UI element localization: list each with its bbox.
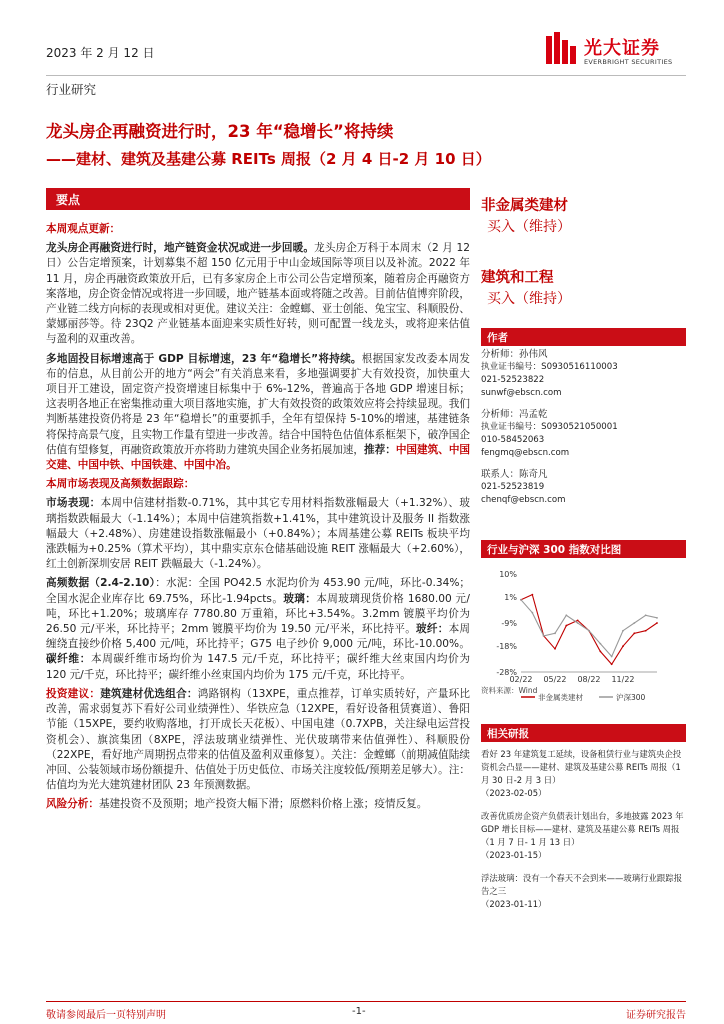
paragraph-lead: 多地固投目标增速高于 GDP 目标增速，23 年“稳增长”将持续。 xyxy=(46,352,362,365)
footer-disclaimer[interactable]: 敬请参阅最后一页特别声明 xyxy=(46,1010,166,1021)
analyst-cert: 执业证书编号：S0930516110003 xyxy=(481,362,618,372)
data-point xyxy=(656,617,658,619)
rating-value-2: 买入（维持） xyxy=(487,291,571,307)
paragraph-lead: 高频数据 xyxy=(46,577,90,590)
data-point xyxy=(611,656,613,658)
y-tick-label: -28% xyxy=(496,668,517,677)
key-points-label: 要点 xyxy=(56,193,81,207)
x-tick-label: 05/22 xyxy=(543,675,567,684)
contact-role: 联系人： xyxy=(481,469,520,480)
data-point xyxy=(531,594,533,596)
analyst-phone: 010-58452063 xyxy=(481,435,545,445)
authors-label: 作者 xyxy=(487,332,508,344)
data-point xyxy=(565,614,567,616)
brand-name-cn: 光大证券 xyxy=(584,38,660,59)
paragraph-stable-growth xyxy=(46,352,470,474)
related-report-title[interactable]: 浮法玻璃：没有一个春天不会到来——玻璃行业跟踪报告之三 xyxy=(481,873,682,896)
recommend-label: 推荐： xyxy=(364,443,396,456)
analyst-name: 冯孟乾 xyxy=(519,409,548,420)
fiber-label: 玻纤： xyxy=(416,623,449,636)
footer-report-type: 证券研究报告 xyxy=(626,1010,686,1021)
brand-name-en: EVERBRIGHT SECURITIES xyxy=(584,58,673,66)
y-tick-label: -9% xyxy=(501,619,517,628)
paragraph-text: 本周缠绕直接纱价格 5,400 元/吨，环比持平；G75 电子纱价 9,000 元/吨，环比-10.00%。 xyxy=(46,623,471,651)
data-point xyxy=(577,622,579,624)
paragraph-lead: 风险分析： xyxy=(46,798,99,811)
y-tick-label: -18% xyxy=(496,642,517,652)
data-point xyxy=(599,650,601,652)
legend-label: 沪深300 xyxy=(616,693,646,702)
main-body xyxy=(46,222,470,817)
paragraph-investment xyxy=(46,687,470,793)
paragraph-text: 本周玻璃现货价格 1680.00 元/吨，环比+1.20%；玻璃库存 7780.80 万重箱，环比+3.54%。3.2mm 镀膜平均价为 26.50 元/平米，环比持平；2mm 镀膜平均价为 19.50 元/平米，环比持平。 xyxy=(46,592,470,636)
everbright-logo-icon xyxy=(544,30,578,68)
data-point xyxy=(531,612,533,614)
header-divider xyxy=(46,75,686,76)
data-point xyxy=(543,635,545,637)
paragraph-text: ：水泥：全国 PO42.5 水泥均价为 453.90 元/吨，环比-0.34%；全国水泥企业库存比 69.75%，环比-1.94pcts。 xyxy=(46,577,470,605)
data-point xyxy=(633,622,635,624)
related-report-title[interactable]: 看好 23 年建筑复工延续，设备租赁行业与建筑央企投资机会凸显——建材、建筑及基建公募 REITs 周报（1 月 30 日-2 月 3 日） xyxy=(481,749,682,785)
data-point xyxy=(577,620,579,622)
analyst-name: 孙伟风 xyxy=(519,349,548,360)
period-label: （2.4-2.10） xyxy=(89,577,156,590)
paragraph-text: 龙头房企万科于本周末（2 月 12 日）公告定增预案，计划募集不超 150 亿元用于中山金域国际等项目以及补流。2022 年 11 月，房企再融资政策放开后，已有多家房企上市公司公告定增预案，随着房企再融资方案落地，房企资金情况或将进一步回暖，地产链基本面或将随之改善。目前估值博弈阶段，产业链二线方向标的表现或相对更优。建议关注：金螳螂、亚士创能、兔宝宝、科顺股份、蒙娜丽莎等。待 23Q2 产业链基本面迎来实质性好转，则可配置一线龙头，或将迎来估值与盈利的双重改善。 xyxy=(46,242,470,346)
analyst-card xyxy=(481,348,686,400)
related-report-item[interactable] xyxy=(481,748,686,800)
contact-card xyxy=(481,468,686,507)
views-heading: 本周观点更新： xyxy=(46,223,121,235)
recommend-list: 中国建筑、中国交建、中国中铁、中国铁建、中国中冶。 xyxy=(46,443,471,472)
related-report-item[interactable] xyxy=(481,872,686,911)
analyst-email[interactable]: fengmq@ebscn.com xyxy=(481,448,570,458)
related-report-title[interactable]: 改善优质房企资产负债表计划出台，多地披露 2023 年 GDP 增长目标——建材、建筑及基建公募 REITs 周报（1 月 7 日- 1 月 13 日） xyxy=(481,811,684,847)
data-point xyxy=(554,632,556,634)
related-label: 相关研报 xyxy=(487,728,529,740)
paragraph-text: 根据国家发改委本周发布的信息，从目前公开的地方“两会”有关消息来看，多地强调要扩大有效投资，加快重大项目开工建设，固定资产投资增速目标集中于 6%-12%，普遍高于各地 GDP 增速目标；这表明各地正在密集推动重大项目落地实施，扩大有效投资的政策效应将会持续显现。我们判断基建投资仍将是 23 年“稳增长”的重要抓手，全年有望保持 5-10%的增速，基建链条将保持高景气度，且实物工作量有望进一步改善。结合中国特色估值体系框架下，破净国企估值有望修复，再融资政策放开亦将助力建筑央国企业务拓展加速， xyxy=(46,352,471,456)
paragraph-lead: 市场表现： xyxy=(46,497,101,510)
related-report-date: （2023-01-15） xyxy=(481,850,547,860)
data-point xyxy=(554,648,556,650)
data-point xyxy=(588,630,590,632)
data-point xyxy=(645,630,647,632)
analyst-role: 分析师： xyxy=(481,349,520,360)
rating-industry-2: 建筑和工程 xyxy=(481,270,554,286)
related-report-date: （2023-02-05） xyxy=(481,788,547,798)
report-date: 2023 年 2 月 12 日 xyxy=(46,46,155,60)
report-subtitle: ——建材、建筑及基建公募 REITs 周报（2 月 4 日-2 月 10 日） xyxy=(46,150,491,168)
market-heading: 本周市场表现及高频数据跟踪： xyxy=(46,478,195,491)
y-tick-label: 1% xyxy=(504,593,517,603)
rating-industry-1: 非金属类建材 xyxy=(481,198,568,214)
paragraph-high-frequency xyxy=(46,576,470,682)
paragraph-text: 本周碳纤维市场均价为 147.5 元/千克，环比持平；碳纤维大丝束国内均价为 120 元/千克，环比持平；碳纤维小丝束国内均价为 175 元/千克，环比持平。 xyxy=(46,653,470,681)
analyst-phone: 021-52523822 xyxy=(481,375,545,385)
data-point xyxy=(645,614,647,616)
analyst-card xyxy=(481,408,686,460)
paragraph-financing xyxy=(46,241,470,347)
analyst-role: 分析师： xyxy=(481,409,520,420)
report-title: 龙头房企再融资进行时，23 年“稳增长”将持续 xyxy=(46,122,394,141)
key-points-bar xyxy=(46,188,470,210)
data-point xyxy=(520,599,522,601)
rating-value-1: 买入（维持） xyxy=(487,219,571,235)
carbon-label: 碳纤维： xyxy=(46,653,91,666)
chart-bar xyxy=(481,540,686,558)
paragraph-lead: 龙头房企再融资进行时，地产链资金状况或进一步回暖。 xyxy=(46,242,315,255)
paragraph-market xyxy=(46,496,470,572)
chart-label: 行业与沪深 300 指数对比图 xyxy=(487,544,622,556)
paragraph-text: 本周中信建材指数-0.71%，其中其它专用材料指数涨幅最大（+1.32%）、玻璃指数跌幅最大（-1.14%）；本周中信建筑指数+1.41%，其中建筑设计及服务 II 指数涨幅最大（+2.48%）、房建建设指数涨幅最小（+0.84%）；本周基建公募 REITs 板块平均涨跌幅为+0.25%（算术平均），其中鼎实京东仓储基础设施 REIT 涨幅最大（+2.60%），红土创新深圳安居 REIT 跌幅最大（-1.24%）。 xyxy=(46,497,470,571)
related-reports xyxy=(481,748,686,921)
analyst-cert: 执业证书编号：S0930521050001 xyxy=(481,422,618,432)
report-type: 行业研究 xyxy=(46,82,97,97)
related-bar xyxy=(481,724,686,742)
footer-divider xyxy=(46,1001,686,1002)
paragraph-text: 基建投资不及预期；地产投资大幅下滑；原燃料价格上涨；疫情反复。 xyxy=(98,798,428,811)
x-tick-label: 11/22 xyxy=(611,675,635,684)
related-report-item[interactable] xyxy=(481,810,686,862)
data-point xyxy=(611,663,613,665)
paragraph-lead: 投资建议： xyxy=(46,687,101,700)
data-point xyxy=(656,622,658,624)
contact-phone: 021-52523819 xyxy=(481,482,545,492)
analyst-email[interactable]: sunwf@ebscn.com xyxy=(481,388,562,398)
page-number: -1- xyxy=(352,1006,366,1017)
related-report-date: （2023-01-11） xyxy=(481,899,547,909)
series-line-industry xyxy=(521,595,657,665)
contact-email[interactable]: chenqf@ebscn.com xyxy=(481,495,566,505)
legend-label: 非金属类建材 xyxy=(538,693,583,702)
data-point xyxy=(622,645,624,647)
chart-source: 资料来源：Wind xyxy=(481,686,538,695)
data-point xyxy=(599,643,601,645)
y-tick-label: 10% xyxy=(499,570,517,579)
x-tick-label: 08/22 xyxy=(577,675,601,684)
glass-label: 玻璃： xyxy=(283,592,317,605)
paragraph-risk xyxy=(46,797,470,812)
brand-logo xyxy=(544,30,684,70)
data-point xyxy=(622,630,624,632)
analyst-list xyxy=(481,348,686,515)
contact-name: 陈奇凡 xyxy=(519,469,548,480)
data-point xyxy=(565,625,567,627)
x-tick-label: 02/22 xyxy=(509,675,533,684)
authors-bar xyxy=(481,328,686,346)
data-point xyxy=(633,632,635,634)
paragraph-text: 鸿路钢构（13XPE，重点推荐，订单实质转好，产量环比改善，需求弱复苏下看好公司业绩弹性）、华铁应急（12XPE，看好设备租赁赛道）、鲁阳节能（15XPE，要约收购落地，打开成长天花板）、中国电建（0.7XPB，关注绿电运营投资机会）、旗滨集团（8XPE，浮法玻璃业绩弹性、光伏玻璃带来估值弹性）、科顺股份（22XPE，看好地产周期拐点带来的估值及盈利双重修复）。关注：金螳螂（前期减值陆续冲回、公装领域市场份额提升、估值处于历史低位、市场关注度较低/预期差足够大）。注：估值均为光大建筑建材团队 23 年预测数据。 xyxy=(46,687,471,792)
portfolio-label: 建筑建材优选组合： xyxy=(100,687,198,700)
